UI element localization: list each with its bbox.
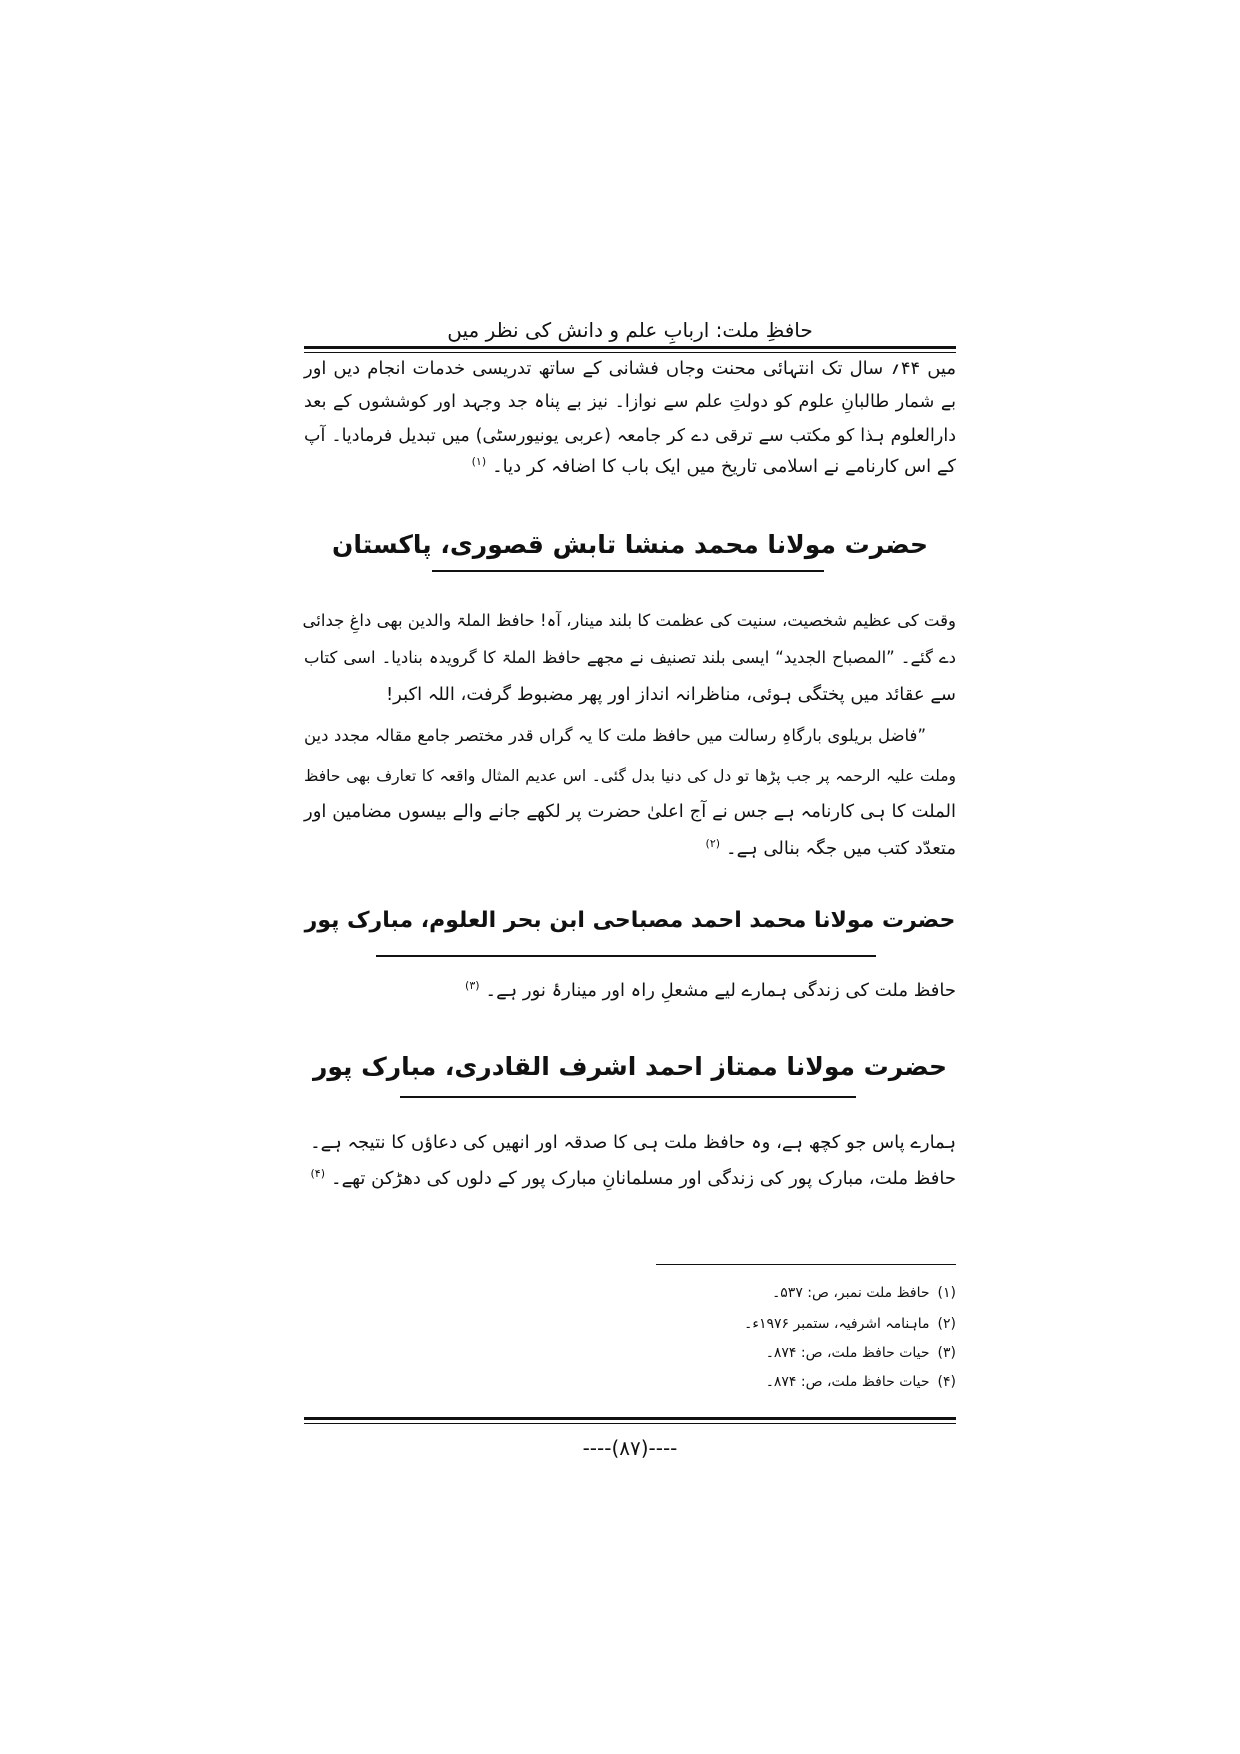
footnote-text: حافظ ملت نمبر، ص: ۵۳۷۔ bbox=[772, 1285, 930, 1301]
footnote-number: (۴) bbox=[937, 1374, 956, 1390]
footnote bbox=[656, 1369, 956, 1395]
footnote-ref: (۴) bbox=[310, 1167, 326, 1180]
footnote-ref: (۲) bbox=[705, 837, 721, 850]
footnote-number: (۱) bbox=[937, 1285, 956, 1301]
footnote bbox=[656, 1340, 956, 1366]
body-line: میں ۴۴؍ سال تک انتہائی محنت وجاں فشانی کے ساتھ تدریسی خدمات انجام دیں اور bbox=[304, 358, 956, 379]
body-line bbox=[304, 975, 956, 1007]
running-header: حافظِ ملت: اربابِ علم و دانش کی نظر میں bbox=[447, 318, 813, 342]
footer-rule-thin bbox=[304, 1423, 956, 1424]
footnote bbox=[656, 1311, 956, 1337]
page-number: ----(۸۷)---- bbox=[582, 1436, 678, 1460]
body-line: ہمارے پاس جو کچھ ہے، وہ حافظ ملت ہی کا صدقہ اور انھیں کی دعاؤں کا نتیجہ ہے۔ bbox=[310, 1132, 956, 1153]
header-rule-thick bbox=[304, 346, 956, 349]
footnote-ref: (۳) bbox=[465, 979, 480, 992]
body-line: وملت علیہ الرحمہ پر جب پڑھا تو دل کی دنیا بدل گئی۔ اس عدیم المثال واقعہ کا تعارف بھی حافظ bbox=[304, 767, 956, 785]
body-line: دے گئے۔ ”المصباح الجدید“ ایسی بلند تصنیف نے مجھے حافظ الملۃ کا گرویدہ بنادیا۔ اسی کتاب bbox=[304, 648, 956, 667]
line-text: حافظ ملت، مبارک پور کی زندگی اور مسلمانانِ مبارک پور کے دلوں کی دھڑکن تھے۔ bbox=[331, 1168, 956, 1189]
body-line: سے عقائد میں پختگی ہوئی، مناظرانہ انداز اور پھر مضبوط گرفت، اللہ اکبر! bbox=[385, 684, 956, 705]
body-line: بے شمار طالبانِ علوم کو دولتِ علم سے نوازا۔ نیز بے پناہ جد وجہد اور کوششوں کے بعد bbox=[304, 392, 956, 412]
line-text: حافظ ملت کی زندگی ہمارے لیے مشعلِ راہ اور مینارۂ نور ہے۔ bbox=[485, 980, 956, 1001]
heading-underline bbox=[432, 570, 824, 572]
footnote-text: حیات حافظ ملت، ص: ۸۷۴۔ bbox=[765, 1345, 930, 1361]
section-heading: حضرت مولانا محمد منشا تابش قصوری، پاکستان bbox=[332, 530, 928, 559]
section-heading: حضرت مولانا ممتاز احمد اشرف القادری، مبارک پور bbox=[312, 1052, 948, 1081]
body-line bbox=[304, 833, 956, 865]
footer-rule-thick bbox=[304, 1417, 956, 1420]
footnote-number: (۳) bbox=[937, 1345, 956, 1361]
body-line: دارالعلوم ہذا کو مکتب سے ترقی دے کر جامعہ (عربی یونیورسٹی) میں تبدیل فرمادیا۔ آپ bbox=[304, 426, 956, 446]
heading-underline bbox=[376, 955, 876, 957]
footnote-separator bbox=[656, 1264, 956, 1265]
body-line: وقت کی عظیم شخصیت، سنیت کی عظمت کا بلند مینار، آہ! حافظ الملۃ والدین بھی داغِ جدائی bbox=[302, 611, 956, 630]
footnote-number: (۲) bbox=[937, 1316, 956, 1332]
footnote-text: حیات حافظ ملت، ص: ۸۷۴۔ bbox=[765, 1374, 930, 1390]
section-heading: حضرت مولانا محمد احمد مصباحی ابن بحر العلوم، مبارک پور bbox=[304, 908, 956, 933]
body-line: الملت کا ہی کارنامہ ہے جس نے آج اعلیٰ حضرت پر لکھے جانے والے بیسوں مضامین اور bbox=[304, 801, 956, 822]
footnote-text: ماہنامہ اشرفیہ، ستمبر ۱۹۷۶ء۔ bbox=[744, 1316, 930, 1332]
body-line bbox=[304, 451, 956, 483]
line-text: کے اس کارنامے نے اسلامی تاریخ میں ایک باب کا اضافہ کر دیا۔ bbox=[492, 456, 956, 477]
line-text: متعدّد کتب میں جگہ بنالی ہے۔ bbox=[726, 838, 956, 859]
footnote bbox=[656, 1280, 956, 1306]
heading-underline bbox=[400, 1096, 856, 1098]
footnote-ref: (۱) bbox=[471, 455, 487, 468]
body-line bbox=[304, 1163, 956, 1195]
body-line: ”فاضل بریلوی بارگاہِ رسالت میں حافظ ملت کا یہ گراں قدر مختصر جامع مقالہ مجدد دین bbox=[304, 726, 926, 745]
